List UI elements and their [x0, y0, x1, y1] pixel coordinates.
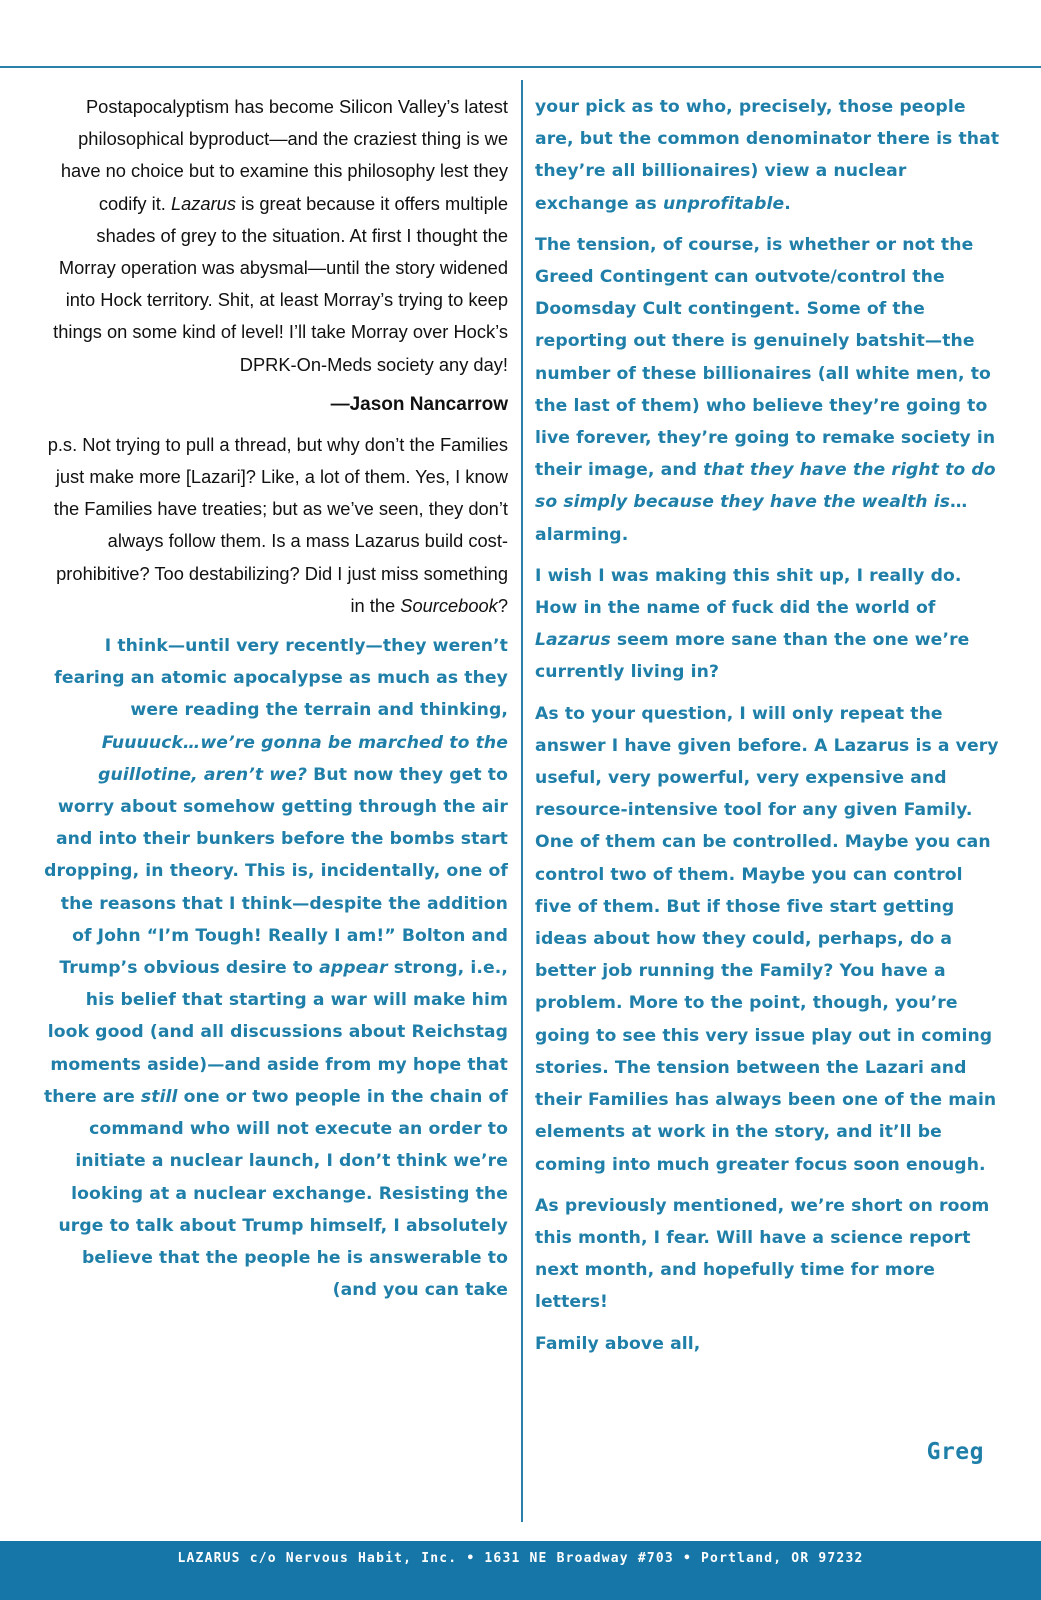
right-column	[535, 91, 1005, 1369]
letter-paragraph: Postapocalyptism has become Silicon Valley’s latest philosophical byproduct—and the craziest thing is we have no choice but to examine this philosophy lest they codify it. Lazarus is great because it offers multiple shades of grey to the situation. At first I thought the Morray operation was abysmal—until the story widened into Hock territory. Shit, at least Morray’s trying to keep things on some kind of level! I’ll take Morray over Hock’s DPRK-On-Meds society any day!	[53, 96, 508, 375]
editor-signature: Greg	[926, 1439, 984, 1465]
italic-text: Sourcebook	[400, 594, 498, 616]
italic-text: unprofitable	[662, 193, 785, 214]
reply-closing: Family above all,	[535, 1333, 701, 1354]
reply-paragraph: As previously mentioned, we’re short on room this month, I fear. Will have a science report next month, and hopefully time for more letters!	[535, 1195, 990, 1313]
italic-text: appear	[319, 958, 388, 979]
italic-text: Fuuuuck…we’re gonna be marched to the guillotine, aren’t we?	[98, 732, 508, 785]
reply-paragraph: The tension, of course, is whether or not the Greed Contingent can outvote/control the Doomsday Cult contingent. Some of the reporting out there is genuinely batshit—the number of these billionaires (all white men, to the last of them) who believe they’re going to live forever, they’re going to remake society in their image, and that they have the right to do so simply because they have the wealth is…alarming.	[535, 234, 996, 545]
mailing-address: LAZARUS c/o Nervous Habit, Inc. • 1631 NE Broadway #703 • Portland, OR 97232	[177, 1551, 864, 1566]
italic-text: Lazarus	[170, 192, 236, 214]
reply-paragraph: I wish I was making this shit up, I really do. How in the name of fuck did the world of Lazarus seem more sane than the one we’re currently living in?	[535, 565, 970, 683]
footer-bar	[0, 1541, 1041, 1600]
left-column	[40, 91, 508, 1314]
reply-paragraph: your pick as to who, precisely, those people are, but the common denominator there is that they’re all billionaires) view a nuclear exchange as unprofitable.	[535, 97, 1000, 214]
letter-signoff: —Jason Nancarrow	[330, 393, 508, 415]
italic-text: that they have the right to do so simply because they have the wealth is	[535, 460, 996, 513]
column-divider	[521, 80, 523, 1522]
top-rule	[0, 66, 1041, 68]
reply-paragraph: I think—until very recently—they weren’t fearing an atomic apocalypse as much as they were reading the terrain and thinking, Fuuuuck…we’re gonna be marched to the guillotine, aren’t we? But now they get to worry about somehow getting through the air and into their bunkers before the bombs start dropping, in theory. This is, incidentally, one of the reasons that I think—despite the addition of John “I’m Tough! Really I am!” Bolton and Trump’s obvious desire to appear strong, i.e., his belief that starting a war will make him look good (and all discussions about Reichstag moments aside)—and aside from my hope that there are still one or two people in the chain of command who will not execute an order to initiate a nuclear launch, I don’t think we’re looking at a nuclear exchange. Resisting the urge to talk about Trump himself, I absolutely believe that the people he is answerable to (and you can take	[43, 636, 508, 1301]
italic-text: still	[140, 1086, 178, 1107]
letter-postscript: p.s. Not trying to pull a thread, but why don’t the Families just make more [Lazari]? Like, a lot of them. Yes, I know the Families have treaties; but as we’ve seen, they don’t always follow them. Is a mass Lazarus build cost-prohibitive? Too destabilizing? Did I just miss something in the Sourcebook?	[47, 433, 508, 616]
reply-paragraph: As to your question, I will only repeat the answer I have given before. A Lazarus is a very useful, very powerful, very expensive and resource-intensive tool for any given Family. One of them can be controlled. Maybe you can control two of them. Maybe you can control five of them. But if those five start getting ideas about how they could, perhaps, do a better job running the Family? You have a problem. More to the point, though, you’re going to see this very issue play out in coming stories. The tension between the Lazari and their Families has always been one of the main elements at work in the story, and it’ll be coming into much greater focus soon enough.	[535, 703, 999, 1175]
italic-text: Lazarus	[535, 630, 611, 651]
